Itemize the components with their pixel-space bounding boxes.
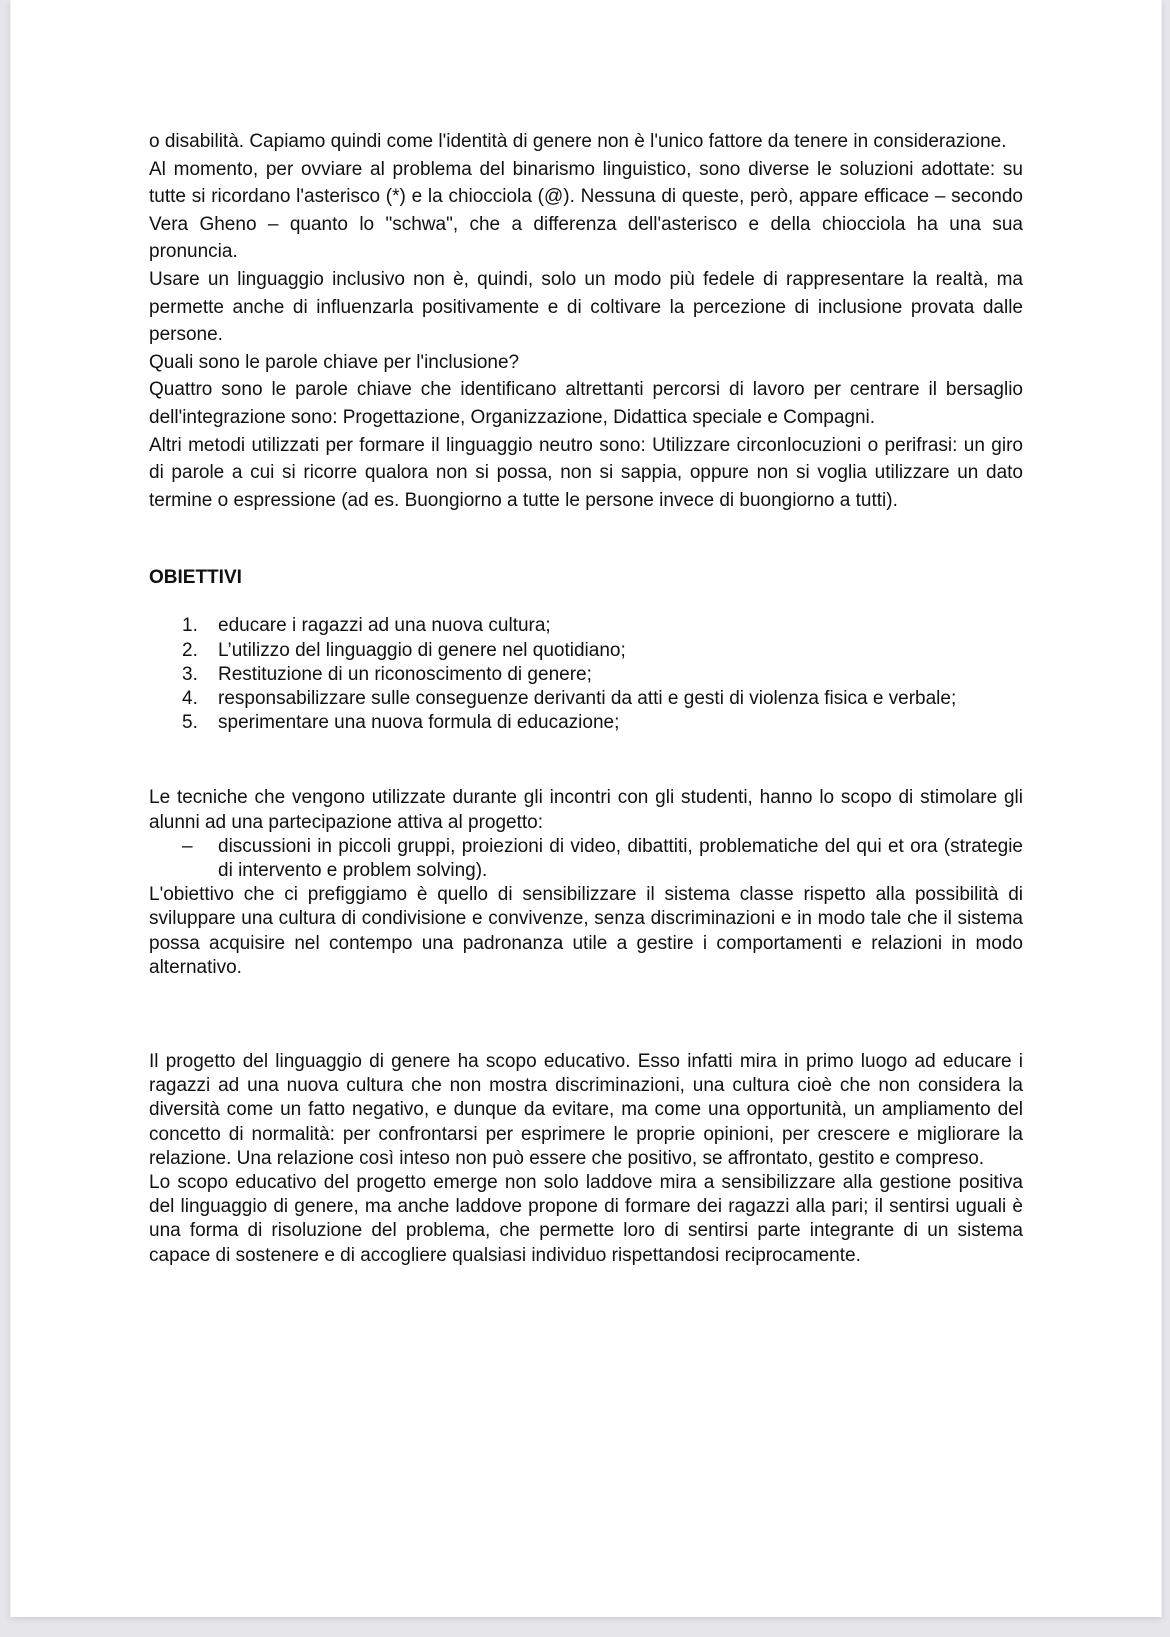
techniques-conclusion: L'obiettivo che ci prefiggiamo è quello di sensibilizzare il sistema classe rispetto alla possibilità di sviluppare una cultura di condivisione e convivenze, senza discriminazioni e in modo tale che il sistema possa acquisire nel contempo una padronanza utile a gestire i comportamenti e relazioni in modo alternativo.	[149, 884, 1023, 978]
list-number: 5.	[182, 712, 198, 734]
objective-text: L’utilizzo del linguaggio di genere nel quotidiano;	[218, 639, 626, 661]
objective-item	[149, 687, 1023, 711]
intro-paragraph-5: Altri metodi utilizzati per formare il linguaggio neutro sono: Utilizzare circonlocuzioni o perifrasi: un giro di parole a cui si ricorre qualora non si possa, non si sappia, oppure non si voglia utilizzare un dato termine o espressione (ad es. Buongiorno a tutte le persone invece di buongiorno a tutti).	[149, 434, 1023, 511]
intro-paragraph-4: Quattro sono le parole chiave che identificano altrettanti percorsi di lavoro per centrare il bersaglio dell'integrazione sono: Progettazione, Organizzazione, Didattica speciale e Compagni.	[149, 379, 1023, 428]
list-number: 2.	[182, 639, 198, 661]
objective-item	[149, 711, 1023, 735]
intro-paragraph-1: o disabilità. Capiamo quindi come l'identità di genere non è l'unico fattore da tenere in considerazione.	[149, 131, 1007, 152]
objective-item	[149, 639, 1023, 663]
objective-item	[149, 614, 1023, 638]
technique-item	[149, 835, 1023, 883]
list-number: 1.	[182, 615, 198, 637]
objectives-heading: OBIETTIVI	[149, 567, 242, 589]
techniques-section	[149, 786, 1023, 980]
list-number: 4.	[182, 687, 198, 709]
purpose-paragraph-2: Lo scopo educativo del progetto emerge non solo laddove mira a sensibilizzare alla gestione positiva del linguaggio di genere, ma anche laddove propone di formare dei ragazzi alla pari; il sentirsi uguali è una forma di risoluzione del problema, che permette loro di sentirsi parte integrante di un sistema capace di sostenere e di accogliere qualsiasi individuo rispettandosi reciprocamente.	[149, 1171, 1023, 1266]
educational-purpose-section	[149, 1050, 1023, 1268]
technique-text: discussioni in piccoli gruppi, proiezioni di video, dibattiti, problematiche del qui et ora (strategie di intervento e problem solving).	[218, 835, 1023, 881]
intro-paragraph-2: Al momento, per ovviare al problema del binarismo linguistico, sono diverse le soluzioni adottate: su tutte si ricordano l'asterisco (*) e la chiocciola (@). Nessuna di queste, però, appare efficace – secondo Vera Gheno – quanto lo "schwa", che a differenza dell'asterisco e della chiocciola ha una sua pronuncia.	[149, 158, 1023, 263]
objective-text: Restituzione di un riconoscimento di genere;	[218, 663, 592, 685]
intro-section	[149, 128, 1023, 514]
objective-text: sperimentare una nuova formula di educazione;	[218, 712, 620, 734]
page-content	[149, 128, 1023, 1268]
techniques-intro: Le tecniche che vengono utilizzate durante gli incontri con gli studenti, hanno lo scopo di stimolare gli alunni ad una partecipazione attiva al progetto:	[149, 787, 1023, 833]
dash-bullet-icon: –	[182, 835, 193, 857]
purpose-paragraph-1: Il progetto del linguaggio di genere ha scopo educativo. Esso infatti mira in primo luogo ad educare i ragazzi ad una nuova cultura che non mostra discriminazioni, una cultura cioè che non considera la diversità come un fatto negativo, e dunque da evitare, ma come una opportunità, un ampliamento del concetto di normalità: per confrontarsi per esprimere le proprie opinioni, per crescere e migliorare la relazione. Una relazione così inteso non può essere che positivo, se affrontato, gestito e compreso.	[149, 1050, 1023, 1169]
intro-question: Quali sono le parole chiave per l'inclusione?	[149, 351, 520, 373]
techniques-list	[149, 835, 1023, 883]
objective-item	[149, 663, 1023, 687]
list-number: 3.	[182, 663, 198, 685]
document-page	[10, 0, 1162, 1617]
intro-paragraph-3: Usare un linguaggio inclusivo non è, quindi, solo un modo più fedele di rappresentare la realtà, ma permette anche di influenzarla positivamente e di coltivare la percezione di inclusione provata dalle persone.	[149, 268, 1023, 346]
objective-text: responsabilizzare sulle conseguenze derivanti da atti e gesti di violenza fisica e verbale;	[218, 687, 957, 709]
objectives-list	[149, 614, 1023, 735]
objective-text: educare i ragazzi ad una nuova cultura;	[218, 615, 551, 637]
